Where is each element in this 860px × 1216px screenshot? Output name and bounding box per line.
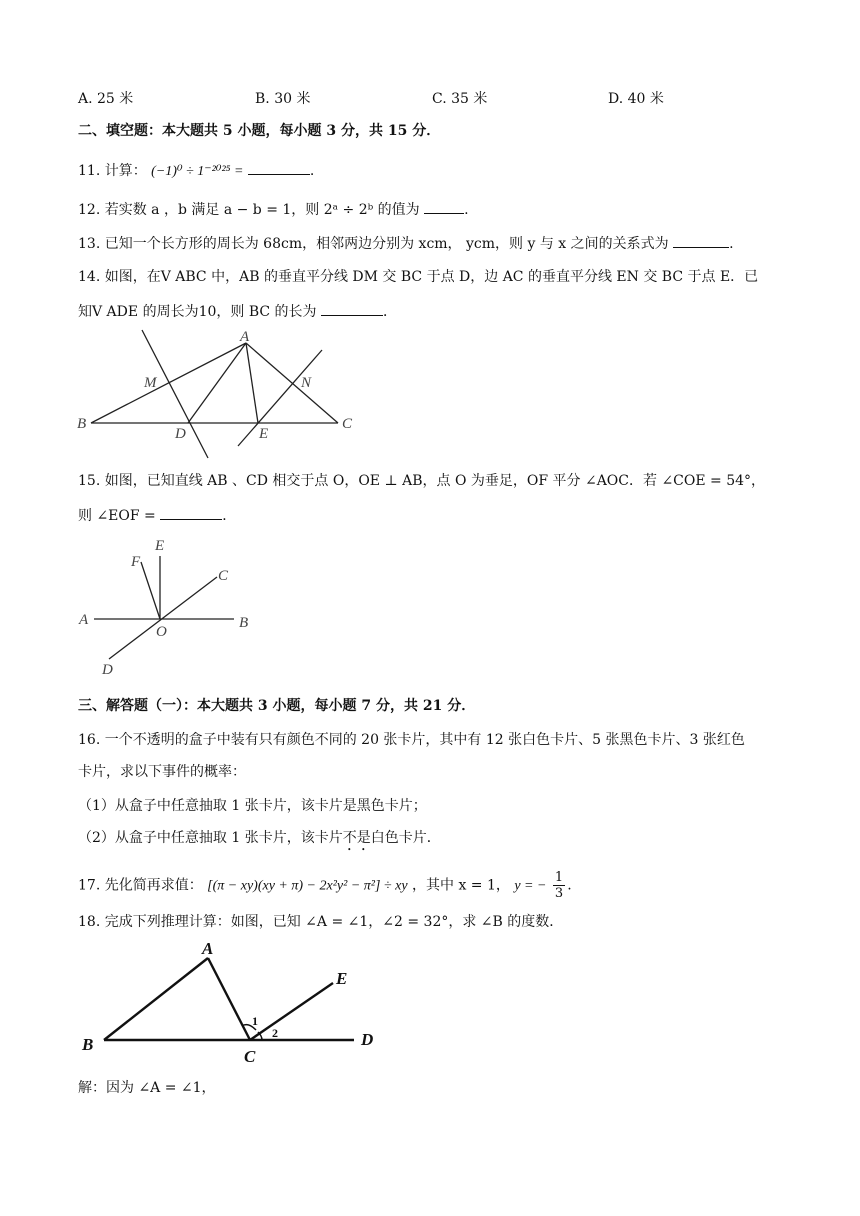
q13-answer-blank <box>673 233 729 248</box>
q12-answer-blank <box>424 199 464 214</box>
q17-prefix: 17. 先化简再求值： <box>78 877 203 894</box>
q15-line2-text: 则 ∠EOF = <box>78 508 156 524</box>
q12-suffix: . <box>464 202 469 218</box>
q15-answer-blank <box>160 505 222 520</box>
q17-numerator: 1 <box>554 870 564 885</box>
label-c: C <box>218 568 229 584</box>
question-16-part1: （1）从盒子中任意抽取 1 张卡片，该卡片是黑色卡片； <box>78 798 427 814</box>
q16-part2-text-a: （2）从盒子中任意抽取 1 张卡片，该卡片 <box>78 830 343 846</box>
label-c: C <box>244 1047 256 1066</box>
q16-part2-emphasis: 不是 <box>342 830 371 846</box>
q15-suffix: ． <box>222 508 237 524</box>
q15-angle-figure <box>74 534 264 679</box>
q11-prefix: 11. 计算： <box>78 163 147 179</box>
option-b: B. 30 米 <box>255 91 311 107</box>
q12-text: 12. 若实数 a ，b 满足 a − b = 1，则 2ᵃ ÷ 2ᵇ 的值为 <box>78 202 420 218</box>
segment-ba <box>91 343 246 423</box>
q17-suffix: . <box>567 877 572 894</box>
option-c: C. 35 米 <box>432 91 488 107</box>
question-12 <box>78 199 469 220</box>
label-a: A <box>79 612 89 628</box>
question-14-line1: 14. 如图，在V ABC 中，AB 的垂直平分线 DM 交 BC 于点 D，边 AC 的垂直平分线 EN 交 BC 于点 E．已 <box>78 269 759 285</box>
q14-answer-blank <box>321 301 383 316</box>
label-angle-1: 1 <box>252 1014 258 1028</box>
label-d: D <box>102 662 113 678</box>
label-c: C <box>342 416 353 432</box>
label-b: B <box>77 416 87 432</box>
question-17 <box>78 870 572 901</box>
label-d: D <box>361 1030 374 1049</box>
segment-ae <box>246 343 258 423</box>
q11-expression: (−1)⁰ ÷ 1⁻²⁰²⁵ = <box>151 164 244 179</box>
question-13 <box>78 233 734 254</box>
label-m: M <box>144 375 157 391</box>
segment-ad <box>188 343 246 423</box>
q17-mid: ，其中 x = 1， <box>412 877 510 894</box>
q17-fraction <box>553 870 565 901</box>
segment-ba <box>104 958 208 1040</box>
label-d: D <box>175 426 186 442</box>
q17-y-value: y = − <box>514 878 547 894</box>
q11-answer-blank <box>248 160 310 175</box>
question-16-line2: 卡片，求以下事件的概率： <box>78 764 246 780</box>
q14-suffix: ． <box>383 304 397 320</box>
label-a: A <box>240 329 250 345</box>
segment-ac <box>246 343 338 423</box>
label-b: B <box>239 615 249 631</box>
question-14-line2 <box>78 301 397 322</box>
label-b: B <box>82 1035 94 1054</box>
question-11 <box>78 160 314 182</box>
label-f: F <box>131 554 141 570</box>
q13-text: 13. 已知一个长方形的周长为 68cm，相邻两边分别为 xcm， ycm，则 y 与 x 之间的关系式为 <box>78 236 669 252</box>
label-e: E <box>336 969 348 988</box>
q17-denominator: 3 <box>554 886 564 901</box>
label-a: A <box>202 939 214 958</box>
question-15-line1: 15. 如图，已知直线 AB 、CD 相交于点 O，OE ⊥ AB，点 O 为垂足，OF 平分 ∠AOC．若 ∠COE = 54°， <box>78 473 766 489</box>
q16-part2-text-c: 白色卡片． <box>370 830 441 846</box>
ray-ce <box>250 983 333 1040</box>
section-2-heading: 二、填空题：本大题共 5 小题，每小题 3 分，共 15 分． <box>78 123 441 139</box>
solution-line: 解：因为 ∠A = ∠1， <box>78 1080 216 1096</box>
label-e: E <box>259 426 269 442</box>
q11-suffix: . <box>309 163 315 179</box>
question-18: 18. 完成下列推理计算：如图，已知 ∠A = ∠1，∠2 = 32°，求 ∠B 的度数． <box>78 914 564 930</box>
label-angle-2: 2 <box>272 1026 278 1040</box>
q13-suffix: . <box>729 236 734 252</box>
segment-ac <box>208 958 250 1040</box>
question-16-line1: 16. 一个不透明的盒子中装有只有颜色不同的 20 张卡片，其中有 12 张白色卡片、5 张黑色卡片、3 张红色 <box>78 732 745 748</box>
q14-line2-text: 知V ADE 的周长为10，则 BC 的长为 <box>78 304 317 320</box>
option-a: A. 25 米 <box>78 91 134 107</box>
q14-triangle-figure <box>74 328 374 463</box>
q18-figure <box>78 938 388 1068</box>
label-e: E <box>155 538 165 554</box>
question-16-part2 <box>78 828 441 854</box>
ray-of <box>141 562 160 619</box>
section-3-heading: 三、解答题（一）：本大题共 3 小题，每小题 7 分，共 21 分． <box>78 698 476 714</box>
question-15-line2 <box>78 505 236 526</box>
option-d: D. 40 米 <box>608 91 664 107</box>
label-n: N <box>301 375 312 391</box>
label-o: O <box>156 624 167 640</box>
q17-expression: [(π − xy)(xy + π) − 2x²y² − π²] ÷ xy <box>207 878 408 894</box>
line-cd <box>109 577 217 659</box>
